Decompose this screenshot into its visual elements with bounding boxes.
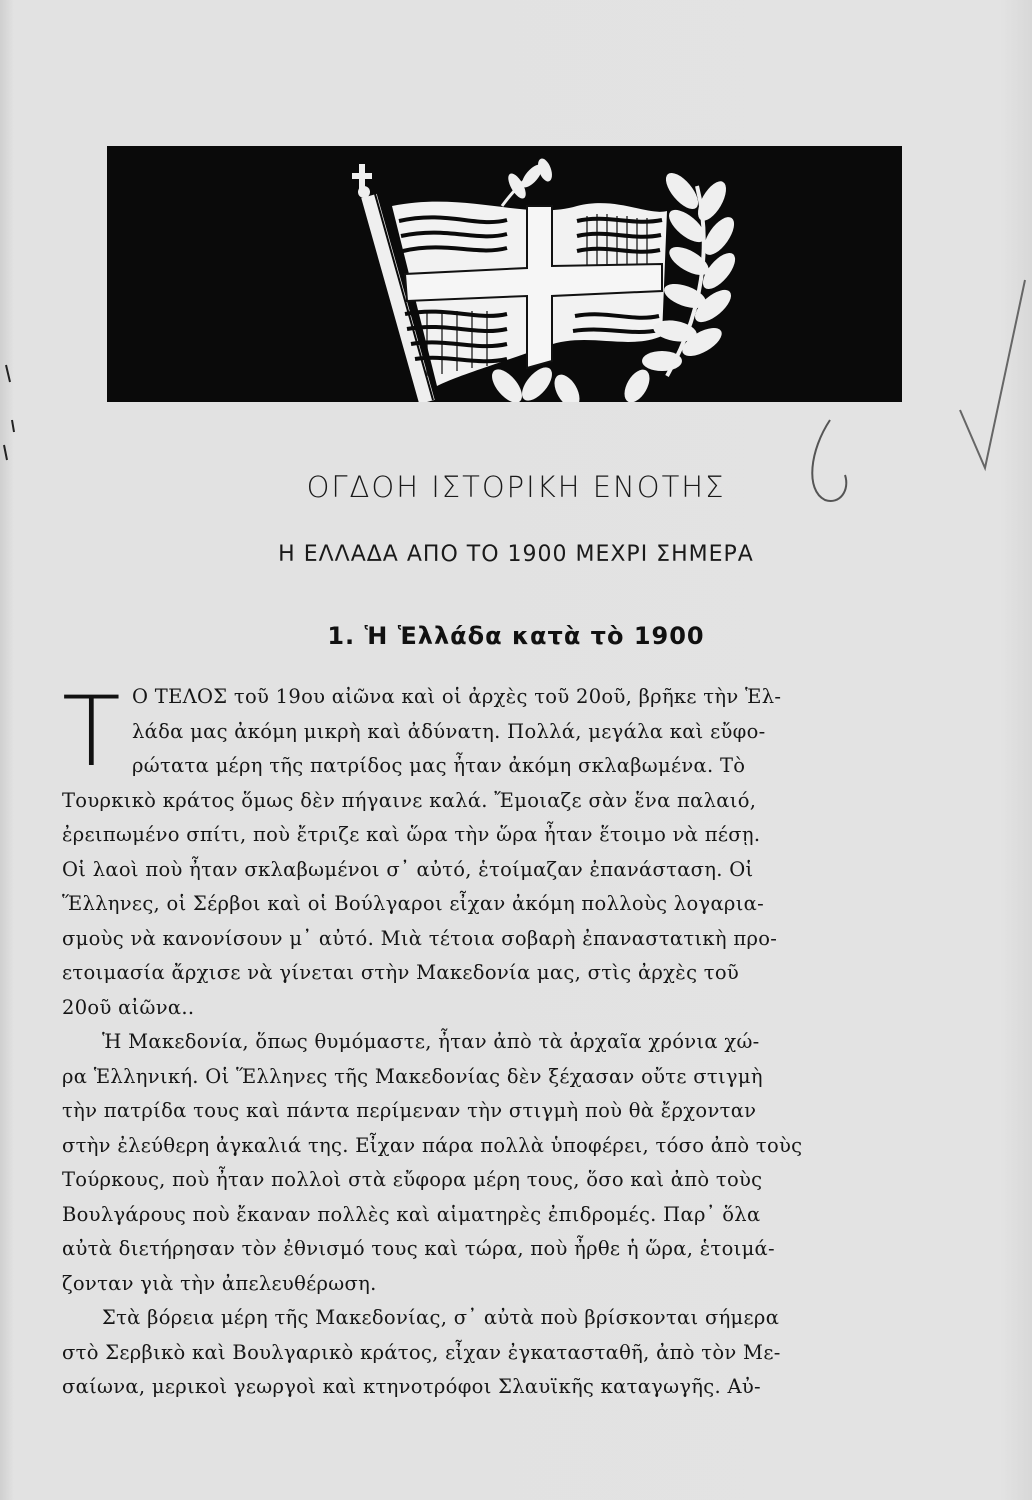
drop-cap: Τ <box>62 676 121 788</box>
text-line: ρα Ἑλληνική. Οἱ Ἕλληνες τῆς Μακεδονίας δὲν ξέχασαν οὔτε στιγμὴ <box>62 1064 763 1088</box>
text-line: ρώτατα μέρη τῆς πατρίδος μας ἦταν ἀκόμη σκλαβωμένα. Τὸ <box>132 754 746 777</box>
text-line: Ἡ Μακεδονία, ὅπως θυμόμαστε, ἦταν ἀπὸ τὰ ἀρχαῖα χρόνια χώ- <box>102 1030 760 1053</box>
unit-title: ΟΓΔΟΗ ΙΣΤΟΡΙΚΗ ΕΝΟΤΗΣ <box>306 470 726 504</box>
text-line: στὸ Σερβικὸ καὶ Βουλγαρικὸ κράτος, εἶχαν ἐγκατασταθῆ, ἀπὸ τὸν Με- <box>62 1340 781 1364</box>
text-line: Τούρκους, ποὺ ἦταν πολλοὶ στὰ εὔφορα μέρη τους, ὅσο καὶ ἀπὸ τοὺς <box>62 1168 763 1191</box>
flag-banner-illustration <box>107 146 902 402</box>
text-line: τὴν πατρίδα τους καὶ πάντα περίμεναν τὴν στιγμὴ ποὺ θὰ ἔρχονταν <box>62 1099 757 1122</box>
section-heading: 1. Ἡ Ἑλλάδα κατὰ τὸ 1900 <box>327 622 705 650</box>
text-line: ετοιμασία ἄρχισε νὰ γίνεται στὴν Μακεδονία μας, στὶς ἀρχὲς τοῦ <box>62 961 740 984</box>
text-line: 20οῦ αἰῶνα.. <box>62 995 195 1019</box>
greek-flag-icon <box>107 146 902 402</box>
text-line: σαίωνα, μερικοὶ γεωργοὶ καὶ κτηνοτρόφοι Σλαυϊκῆς καταγωγῆς. Αὐ- <box>62 1375 761 1398</box>
text-line: Βουλγάρους ποὺ ἔκαναν πολλὲς καὶ αἱματηρὲς ἐπιδρομές. Παρ᾿ ὅλα <box>62 1202 761 1226</box>
text-line: στὴν ἐλεύθερη ἀγκαλιά της. Εἶχαν πάρα πολλὰ ὑποφέρει, τόσο ἀπὸ τοὺς <box>62 1133 803 1157</box>
text-line: αὐτὰ διετήρησαν τὸν ἐθνισμό τους καὶ τώρα, ποὺ ἦρθε ἡ ὥρα, ἑτοιμά- <box>62 1237 775 1260</box>
text-line: σμοὺς νὰ κανονίσουν μ᾿ αὐτό. Μιὰ τέτοια σοβαρὴ ἐπαναστατικὴ προ- <box>62 926 778 950</box>
text-line: Τουρκικὸ κράτος ὅμως δὲν πήγαινε καλά. Ἔμοιαζε σὰν ἕνα παλαιό, <box>62 788 757 812</box>
text-line: λάδα μας ἀκόμη μικρὴ καὶ ἀδύνατη. Πολλά, μεγάλα καὶ εὔφο- <box>132 719 766 743</box>
text-line: ζονταν γιὰ τὴν ἀπελευθέρωση. <box>62 1271 377 1295</box>
text-line: ἐρειπωμένο σπίτι, ποὺ ἔτριζε καὶ ὥρα τὴν ὥρα ἦταν ἕτοιμο νὰ πέσῃ. <box>62 823 761 846</box>
text-line: Ο ΤΕΛΟΣ τοῦ 19ου αἰῶνα καὶ οἱ ἀρχὲς τοῦ 20οῦ, βρῆκε τὴν Ἑλ- <box>132 685 782 708</box>
text-line: Στὰ βόρεια μέρη τῆς Μακεδονίας, σ᾿ αὐτὰ ποὺ βρίσκονται σήμερα <box>102 1306 780 1329</box>
unit-subtitle: Η ΕΛΛΑΔΑ ΑΠΟ ΤΟ 1900 ΜΕΧΡΙ ΣΗΜΕΡΑ <box>278 542 754 567</box>
binding-marks <box>0 360 18 480</box>
article-body <box>62 676 912 1405</box>
text-line: Ἕλληνες, οἱ Σέρβοι καὶ οἱ Βούλγαροι εἶχαν ἀκόμη πολλοὺς λογαρια- <box>62 892 764 915</box>
text-line: Οἱ λαοὶ ποὺ ἦταν σκλαβωμένοι σ᾿ αὐτό, ἑτοίμαζαν ἐπανάσταση. Οἱ <box>62 857 754 881</box>
